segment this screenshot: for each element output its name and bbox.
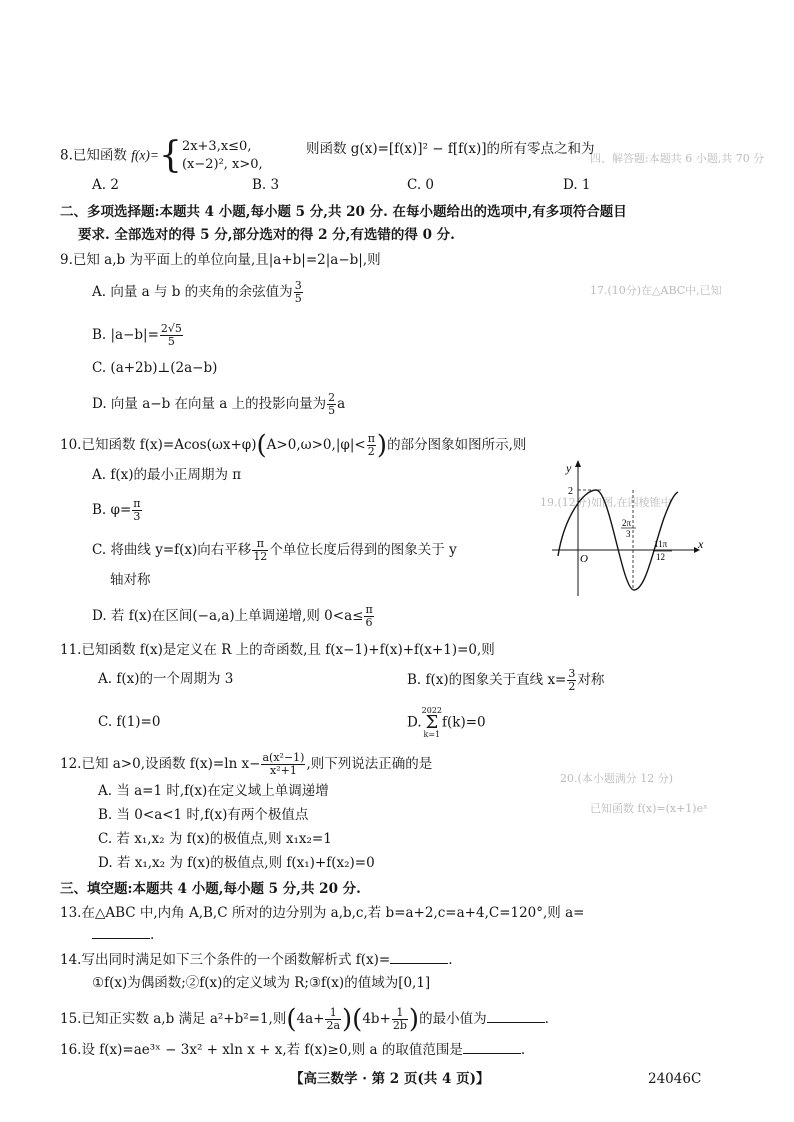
graph-label-2pi3-num: 2π [622,518,632,528]
q8-option-d: D. 1 [563,177,591,193]
q8-option-a: A. 2 [92,177,119,193]
q8-option-c: C. 0 [407,177,435,193]
footer-page-title: 【高三数学 · 第 2 页(共 4 页)】 [290,1071,490,1087]
q11-option-a: A. f(x)的一个周期为 3 [98,671,234,687]
q14-stem: 14.写出同时满足如下三个条件的一个函数解析式 f(x)= . [60,952,453,968]
q10-option-c: C. 将曲线 y=f(x)向右平移 $\frac{\pi}{12}$ 个单位长度后得到的图象关于 y [92,537,457,563]
q10-stem: 10.已知函数 f(x)=Acos(ωx+φ)(A>0,ω>0,|φ|< $\frac{\pi}{2}$ )的部分图象如图所示,则 [60,430,527,461]
section3-heading: 三、填空题:本题共 4 小题,每小题 5 分,共 20 分. [60,881,361,897]
q11-option-c: C. f(1)=0 [98,714,161,730]
q8-option-b: B. 3 [252,177,280,193]
graph-y-label: y [566,461,572,475]
q12-option-c: C. 若 x₁,x₂ 为 f(x)的极值点,则 x₁x₂=1 [98,831,332,847]
q16-answer-blank[interactable] [463,1041,521,1054]
q15-stem: 15.已知正实数 a,b 满足 a²+b²=1,则(4a+ $\frac{1}{2a}$ )(4b+ $\frac{1}{2b}$ )的最小值为 . [60,1004,549,1035]
q9-option-d: D. 向量 a−b 在向量 a 上的投影向量为 $\frac{2}{5}$ a [92,391,346,417]
graph-x-label: x [698,537,704,551]
q13-stem: 13.在△ABC 中,内角 A,B,C 所对的边分别为 a,b,c,若 b=a+2,c=a+4,C=120°,则 a= [60,905,585,921]
q14-answer-blank[interactable] [390,951,448,964]
q9-option-c: C. (a+2b)⊥(2a−b) [92,360,218,376]
q11-option-d: D.2022 Σ k=1f(k)=0 [407,706,486,739]
q10-option-b: B. φ= $\frac{\pi}{3}$ [92,497,141,523]
q12-option-b: B. 当 0<a<1 时,f(x)有两个极值点 [98,807,309,823]
section2-heading-cont: 要求. 全部选对的得 5 分,部分选对的得 2 分,有选错的得 0 分. [78,227,455,243]
footer-code: 24046C [648,1071,702,1087]
q10-option-d: D. 若 f(x)在区间(−a,a)上单调递增,则 0<a≤ $\frac{\pi}{6}$ [92,603,373,629]
q13-blank-line: . [92,926,154,944]
q8-stem: 8.已知函数 f(x)={ 2x+3,x≤0, (x−2)², x>0, [60,135,263,176]
q10-option-c-cont: 轴对称 [110,572,151,588]
section2-heading: 二、多项选择题:本题共 4 小题,每小题 5 分,共 20 分. 在每小题给出的选项中,有多项符合题目 [60,204,627,220]
graph-y-tick-2: 2 [568,486,573,497]
graph-label-11pi12-den: 12 [656,552,665,562]
q14-conditions: ①f(x)为偶函数;②f(x)的定义域为 R;③f(x)的值域为[0,1] [92,975,431,991]
q11-option-b: B. f(x)的图象关于直线 x= $\frac{3}{2}$ 对称 [407,667,605,693]
q12-stem: 12.已知 a>0,设函数 f(x)=ln x− $\frac{\text{a(x²−1)}}{\text{x²+1}}$ ,则下列说法正确的是 [60,751,433,777]
q10-graph [550,458,710,600]
y-axis-arrow [575,460,581,467]
graph-label-11pi12-num: 11π [654,539,668,549]
q9-option-b: B. |a−b|= $\frac{2√5}{5}$ [92,322,182,348]
q12-option-a: A. 当 a=1 时,f(x)在定义域上单调递增 [98,783,329,799]
graph-origin-label: O [580,553,588,565]
q12-option-d: D. 若 x₁,x₂ 为 f(x)的极值点,则 f(x₁)+f(x₂)=0 [98,855,375,871]
q15-answer-blank[interactable] [487,1010,545,1023]
graph-label-2pi3-den: 3 [626,529,631,539]
q9-stem: 9.已知 a,b 为平面上的单位向量,且|a+b|=2|a−b|,则 [60,252,381,268]
q11-stem: 11.已知函数 f(x)是定义在 R 上的奇函数,且 f(x−1)+f(x)+f(x+1)=0,则 [60,642,495,658]
q16-stem: 16.设 f(x)=ae³ˣ − 3x² + xln x + x,若 f(x)≥0,则 a 的取值范围是 . [60,1042,526,1058]
q10-option-a: A. f(x)的最小正周期为 π [92,467,242,483]
q9-option-a: A. 向量 a 与 b 的夹角的余弦值为 $\frac{3}{5}$ [92,279,302,305]
q13-answer-blank[interactable] [92,926,150,939]
q8-stem-tail: 则函数 g(x)=[f(x)]² − f[f(x)]的所有零点之和为 [306,141,595,157]
